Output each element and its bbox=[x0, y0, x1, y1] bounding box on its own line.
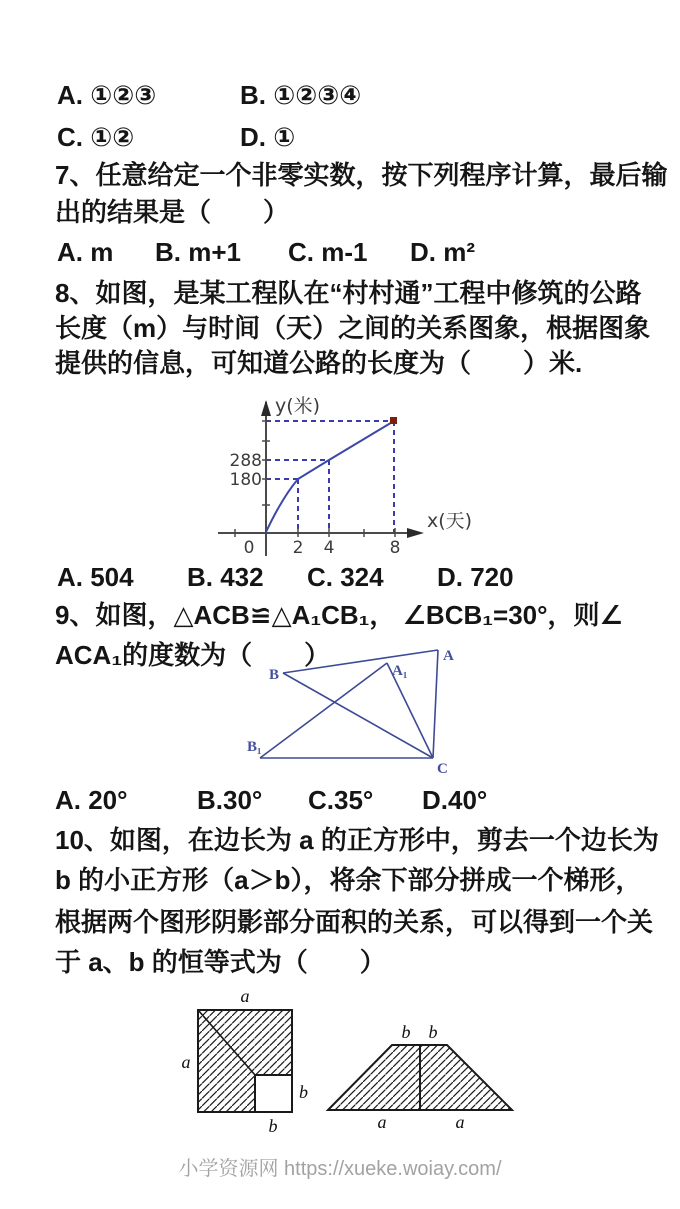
vertex-label-A: A bbox=[443, 648, 454, 664]
q6-option-a: A. ①②③ bbox=[57, 80, 157, 110]
q8-road-length-graph bbox=[183, 388, 493, 566]
edge-B-A bbox=[283, 650, 438, 673]
q9-option-a: A. 20° bbox=[55, 785, 128, 815]
y-axis-arrow-icon bbox=[261, 400, 271, 416]
triangle-edges bbox=[260, 650, 438, 758]
q10-text-line4: 于 a、b 的恒等式为（ ） bbox=[55, 947, 386, 977]
x-axis-label: x(天) bbox=[427, 510, 473, 532]
q10-text-line3: 根据两个图形阴影部分面积的关系，可以得到一个关 bbox=[55, 907, 654, 937]
small-square-cutout bbox=[255, 1075, 292, 1112]
x-tick-4: 4 bbox=[323, 538, 335, 558]
q9-option-d: D.40° bbox=[422, 785, 488, 815]
q7-text-line1: 7、任意给定一个非零实数，按下列程序计算，最后输 bbox=[55, 160, 668, 190]
y-tick-288: 288 bbox=[229, 451, 262, 471]
q10-trapezoid-figure bbox=[318, 1022, 533, 1134]
q6-option-c: C. ①② bbox=[57, 122, 135, 152]
vertex-label-C: C bbox=[437, 761, 448, 777]
square-label-a-top: a bbox=[240, 986, 250, 1006]
q9-text-line2: ACA₁的度数为（ ） bbox=[55, 640, 331, 670]
square-label-b-right: b bbox=[299, 1082, 308, 1102]
y-axis-label: y(米) bbox=[275, 395, 321, 417]
vertex-label-B: B bbox=[268, 667, 279, 683]
q6-option-d: D. ① bbox=[240, 122, 296, 152]
q8-option-d: D. 720 bbox=[437, 562, 514, 592]
q9-text-line1: 9、如图，△ACB≌△A₁CB₁， ∠BCB₁=30°，则∠ bbox=[55, 600, 623, 630]
vertex-label-B1: B₁ bbox=[247, 739, 262, 755]
edge-A-C bbox=[433, 650, 438, 758]
square-label-b-bottom: b bbox=[268, 1116, 278, 1136]
q9-option-b: B.30° bbox=[197, 785, 263, 815]
square-label-a-left: a bbox=[181, 1052, 191, 1072]
q7-text-line2: 出的结果是（ ） bbox=[55, 197, 290, 227]
q7-option-d: D. m² bbox=[410, 237, 475, 267]
q7-option-b: B. m+1 bbox=[155, 237, 241, 267]
q7-option-a: A. m bbox=[57, 237, 114, 267]
q6-option-b: B. ①②③④ bbox=[240, 80, 362, 110]
y-tick-180: 180 bbox=[229, 470, 262, 490]
trap-label-b-right: b bbox=[428, 1022, 438, 1042]
q9-triangles-figure bbox=[245, 643, 475, 783]
graph-endpoint-marker bbox=[390, 417, 397, 424]
q10-text-line1: 10、如图，在边长为 a 的正方形中，剪去一个边长为 bbox=[55, 825, 659, 855]
q8-option-b: B. 432 bbox=[187, 562, 264, 592]
q8-option-c: C. 324 bbox=[307, 562, 384, 592]
x-tick-8: 8 bbox=[389, 538, 401, 558]
q8-text-line3: 提供的信息，可知道公路的长度为（ ）米. bbox=[55, 348, 583, 378]
edge-B-C bbox=[283, 673, 433, 758]
trap-label-a-right: a bbox=[455, 1112, 465, 1132]
q8-text-line1: 8、如图，是某工程队在“村村通”工程中修筑的公路 bbox=[55, 278, 642, 308]
graph-dashed-guides bbox=[266, 421, 394, 532]
x-tick-2: 2 bbox=[292, 538, 304, 558]
vertex-label-A1: A₁ bbox=[392, 663, 408, 679]
trap-label-a-left: a bbox=[377, 1112, 387, 1132]
footer-watermark: 小学资源网 https://xueke.woiay.com/ bbox=[178, 1158, 502, 1180]
q8-option-a: A. 504 bbox=[57, 562, 134, 592]
q9-option-c: C.35° bbox=[308, 785, 374, 815]
x-axis-arrow-icon bbox=[407, 528, 424, 538]
q8-text-line2: 长度（m）与时间（天）之间的关系图象，根据图象 bbox=[55, 313, 651, 343]
trap-label-b-left: b bbox=[401, 1022, 411, 1042]
q7-option-c: C. m-1 bbox=[288, 237, 368, 267]
edge-B1-A1 bbox=[260, 663, 387, 758]
q10-square-figure bbox=[172, 986, 324, 1138]
x-tick-0: 0 bbox=[243, 538, 255, 558]
q10-text-line2: b 的小正方形（a＞b），将余下部分拼成一个梯形， bbox=[55, 865, 642, 895]
